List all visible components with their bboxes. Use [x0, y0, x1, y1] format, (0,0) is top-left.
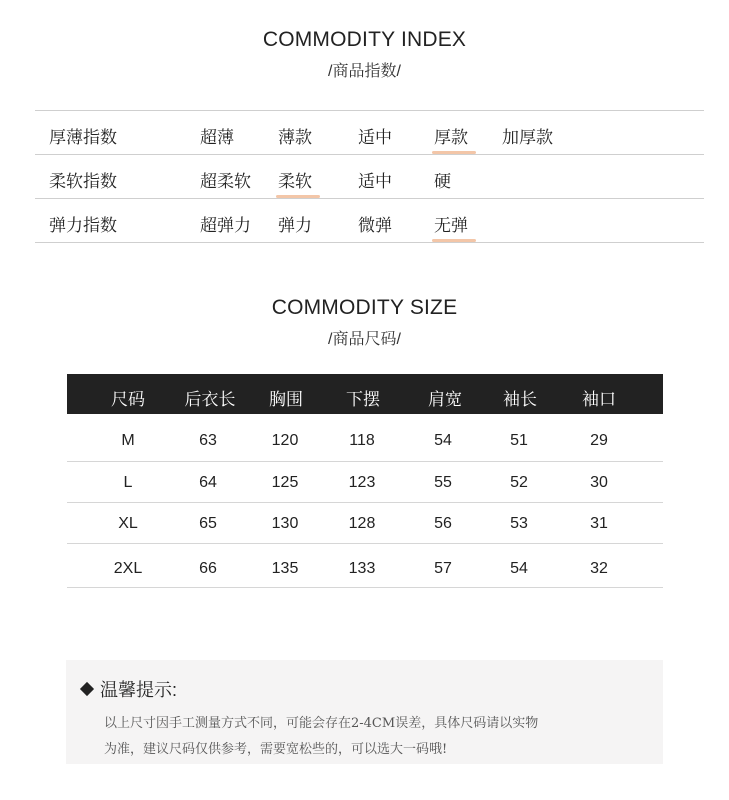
cell: 30: [590, 474, 608, 491]
table-row: [67, 462, 663, 503]
index-row-softness: [35, 155, 704, 199]
tips-text-line-2: 为准，建议尺码仅供参考，需要宽松些的，可以选大一码哦!: [104, 742, 448, 757]
header-size: 尺码: [111, 390, 145, 409]
tips-heading: [82, 676, 177, 702]
cell: 66: [199, 560, 217, 577]
cell: 118: [349, 432, 375, 449]
cell: 64: [199, 474, 217, 491]
index-row-thickness: [35, 111, 704, 155]
index-option: 加厚款: [502, 128, 553, 147]
cell: 56: [434, 515, 452, 532]
size-title-cn: /商品尺码/: [328, 331, 401, 348]
table-row: [67, 544, 663, 588]
header-shoulder: 肩宽: [428, 390, 462, 409]
index-option: 硬: [434, 172, 451, 191]
warm-tips-box: [66, 660, 663, 764]
index-option: 微弹: [358, 216, 392, 235]
cell: 123: [348, 474, 376, 491]
cell-size: L: [123, 474, 133, 491]
index-title-cn: /商品指数/: [328, 63, 401, 80]
index-section-title: [0, 28, 729, 81]
size-table-header: [67, 374, 663, 414]
index-option: 薄款: [278, 128, 312, 147]
header-back-length: 后衣长: [184, 390, 236, 409]
index-option: 适中: [358, 128, 392, 147]
cell: 55: [434, 474, 452, 491]
header-sleeve-length: 袖长: [503, 390, 537, 409]
cell: 120: [271, 432, 299, 449]
table-row: [67, 503, 663, 544]
cell: 31: [590, 515, 608, 532]
cell: 130: [271, 515, 299, 532]
index-option-selected: 无弹: [434, 211, 468, 236]
size-chart-table: [67, 374, 663, 588]
cell: 125: [271, 474, 299, 491]
cell: 54: [434, 432, 452, 449]
cell: 65: [199, 515, 217, 532]
cell: 54: [510, 560, 528, 577]
index-option-selected: 柔软: [278, 167, 312, 192]
cell-size: XL: [118, 515, 138, 532]
index-option: 适中: [358, 172, 392, 191]
cell-size: M: [121, 432, 135, 449]
index-option: 弹力: [278, 216, 312, 235]
cell: 128: [348, 515, 376, 532]
header-chest: 胸围: [269, 390, 303, 409]
cell: 52: [510, 474, 528, 491]
index-row-label: 厚薄指数: [49, 128, 117, 147]
index-option: 超弹力: [200, 216, 251, 235]
cell: 29: [590, 432, 608, 449]
cell: 51: [510, 432, 528, 449]
cell-size: 2XL: [113, 560, 143, 577]
size-title-en: COMMODITY SIZE: [271, 296, 458, 319]
index-row-elasticity: [35, 199, 704, 243]
index-row-label: 弹力指数: [49, 216, 117, 235]
tips-title: 温馨提示:: [100, 680, 178, 700]
index-row-label: 柔软指数: [49, 172, 117, 191]
index-option-selected: 厚款: [434, 123, 468, 148]
index-title-en: COMMODITY INDEX: [262, 28, 467, 51]
cell: 63: [199, 432, 217, 449]
cell: 57: [434, 560, 452, 577]
cell: 53: [510, 515, 528, 532]
diamond-icon: [80, 682, 94, 696]
cell: 135: [271, 560, 299, 577]
header-cuff: 袖口: [582, 390, 616, 409]
index-option: 超薄: [200, 128, 234, 147]
index-option: 超柔软: [200, 172, 251, 191]
table-row: [67, 414, 663, 462]
header-hem: 下摆: [346, 390, 380, 409]
commodity-index-table: [35, 110, 704, 243]
tips-text-line-1: 以上尺寸因手工测量方式不同，可能会存在2-4CM误差，具体尺码请以实物: [104, 716, 539, 731]
cell: 32: [590, 560, 608, 577]
size-section-title: [0, 296, 729, 349]
cell: 133: [348, 560, 376, 577]
